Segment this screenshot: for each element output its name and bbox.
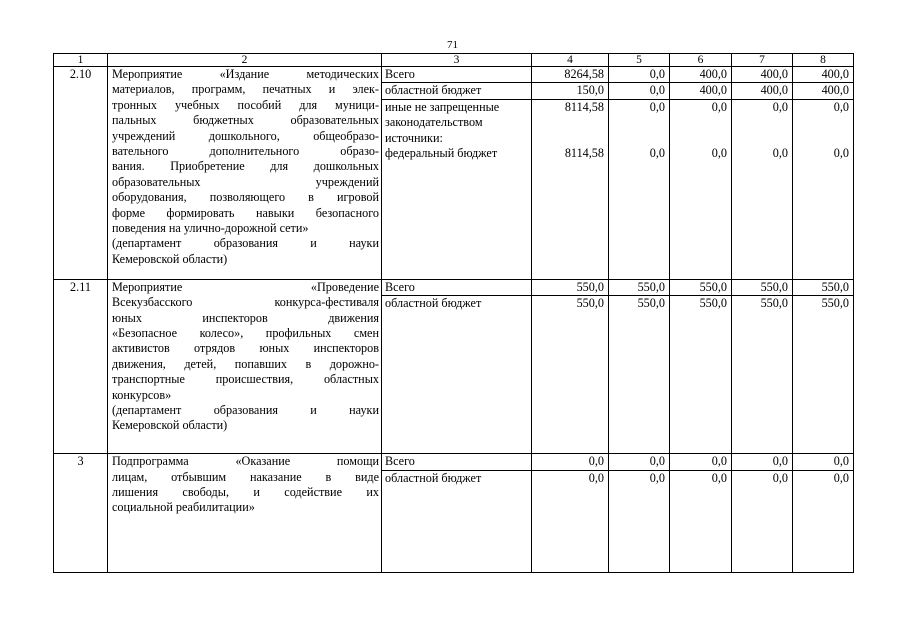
description-line: форме формировать навыки безопасного [112,205,379,220]
value-cell [793,296,854,454]
budget-table [53,53,854,573]
description-line: пальных бюджетных образовательных [112,113,379,128]
description-line: (департамент образования и науки [112,403,379,418]
funding-source: Всего [382,279,532,295]
value-cell [609,279,670,295]
value-cell [609,67,670,83]
value-text-sub: 0,0 [711,146,727,161]
value-text: 550,0 [821,279,849,294]
header-cell-2: 2 [108,54,382,67]
value-cell [532,454,609,470]
value-cell [670,67,732,83]
value-cell [670,83,732,99]
value-text: 0,0 [833,99,849,114]
value-text: 400,0 [699,83,727,98]
table-row [54,67,854,83]
row-description [108,67,382,280]
spacer [796,115,849,130]
funding-source-line: законодательством [385,115,483,130]
description-line: Подпрограмма «Оказание помощи [112,454,379,469]
row-description [108,279,382,453]
value-text-sub: 0,0 [649,146,665,161]
description-line: материалов, программ, печатных и элек- [112,82,379,97]
value-text: 8114,58 [564,99,604,114]
value-cell [670,99,732,279]
value-text: 550,0 [760,279,788,294]
row-number: 2.11 [54,279,108,453]
description-line: учреждений дошкольного, общеобразо- [112,128,379,143]
header-cell-6: 6 [670,54,732,67]
description-line: Кемеровской области) [112,418,228,433]
value-text-sub: 0,0 [833,146,849,161]
value-cell [793,67,854,83]
value-cell [732,67,793,83]
value-cell [732,296,793,454]
value-text-sub: 0,0 [772,146,788,161]
value-text: 0,0 [772,99,788,114]
value-cell [532,470,609,572]
spacer [535,131,604,146]
value-text: 0,0 [649,470,665,485]
value-text: 8264,58 [564,67,604,81]
description-line: конкурсов» [112,387,172,402]
header-cell-4: 4 [532,54,609,67]
description-line: активистов отрядов юных инспекторов [112,341,379,356]
description-line: юных инспекторов движения [112,310,379,325]
description-line: Всекузбасского конкурса-фестиваля [112,295,379,310]
value-text: 0,0 [772,470,788,485]
value-text: 0,0 [711,454,727,469]
funding-source: областной бюджет [382,296,532,454]
spacer [735,115,788,130]
table-row [54,454,854,470]
value-cell [793,470,854,572]
funding-source-line: иные не запрещенные [385,99,500,114]
value-text: 0,0 [711,99,727,114]
value-cell [793,83,854,99]
header-cell-5: 5 [609,54,670,67]
header-cell-1: 1 [54,54,108,67]
value-cell [670,470,732,572]
funding-source: Всего [382,67,532,83]
value-text: 0,0 [588,454,604,469]
value-cell [732,279,793,295]
description-line: вательного дополнительного образо- [112,144,379,159]
value-cell [532,296,609,454]
value-cell [532,279,609,295]
value-cell [532,99,609,279]
description-line: лишения свободы, и содействие их [112,485,379,500]
value-text: 400,0 [821,67,849,81]
value-cell [732,470,793,572]
row-number: 3 [54,454,108,572]
value-cell [732,99,793,279]
description-line: «Безопасное колесо», профильных смен [112,326,379,341]
spacer [796,131,849,146]
header-cell-7: 7 [732,54,793,67]
value-text: 0,0 [649,67,665,81]
description-line: вания. Приобретение для дошкольных [112,159,379,174]
description-line: образовательных учреждений [112,174,379,189]
value-text: 550,0 [576,279,604,294]
value-text: 400,0 [760,67,788,81]
value-cell [532,67,609,83]
value-cell [670,296,732,454]
funding-source: областной бюджет [382,470,532,572]
value-cell [609,296,670,454]
value-cell [793,99,854,279]
description-line: транспортные происшествия, областных [112,372,379,387]
spacer [535,115,604,130]
description-line: оборудования, позволяющего в игровой [112,190,379,205]
value-text: 0,0 [649,83,665,98]
value-text: 400,0 [821,83,849,98]
value-text: 150,0 [576,83,604,98]
value-cell [670,279,732,295]
row-description [108,454,382,572]
value-text: 550,0 [699,279,727,294]
spacer [673,115,727,130]
value-text: 0,0 [833,470,849,485]
value-cell [732,83,793,99]
value-text: 0,0 [649,99,665,114]
value-text: 0,0 [833,454,849,469]
value-text: 550,0 [760,296,788,311]
value-text: 550,0 [637,296,665,311]
header-cell-3: 3 [382,54,532,67]
value-text: 550,0 [699,296,727,311]
funding-source: областной бюджет [382,83,532,99]
header-row [54,54,854,67]
value-text: 0,0 [649,454,665,469]
value-text: 550,0 [821,296,849,311]
header-cell-8: 8 [793,54,854,67]
spacer [612,131,665,146]
value-cell [793,279,854,295]
page-number: 71 [447,39,458,51]
value-text: 550,0 [637,279,665,294]
value-cell [609,454,670,470]
value-cell [732,454,793,470]
value-text: 0,0 [711,470,727,485]
description-line: лицам, отбывшим наказание в виде [112,469,379,484]
description-line: движения, детей, попавших в дорожно- [112,356,379,371]
value-cell [609,470,670,572]
funding-source [382,99,532,279]
spacer [612,115,665,130]
value-cell [532,83,609,99]
value-cell [793,454,854,470]
description-line: тронных учебных пособий для муници- [112,97,379,112]
value-text-sub: 8114,58 [564,146,604,161]
value-cell [609,99,670,279]
spacer [673,131,727,146]
funding-source-sub: федеральный бюджет [385,146,498,161]
row-number: 2.10 [54,67,108,280]
value-text: 400,0 [699,67,727,81]
description-line: социальной реабилитации» [112,500,255,515]
value-text: 400,0 [760,83,788,98]
value-cell [670,454,732,470]
value-text: 0,0 [588,470,604,485]
value-text: 550,0 [576,296,604,311]
value-text: 0,0 [772,454,788,469]
spacer [735,131,788,146]
description-line: Кемеровской области) [112,251,228,266]
description-line: Мероприятие «Проведение [112,279,379,294]
table-row [54,279,854,295]
description-line: Мероприятие «Издание методических [112,67,379,81]
funding-source-line: источники: [385,130,443,145]
funding-source: Всего [382,454,532,470]
value-cell [609,83,670,99]
description-line: (департамент образования и науки [112,236,379,251]
description-line: поведения на улично-дорожной сети» [112,221,309,236]
